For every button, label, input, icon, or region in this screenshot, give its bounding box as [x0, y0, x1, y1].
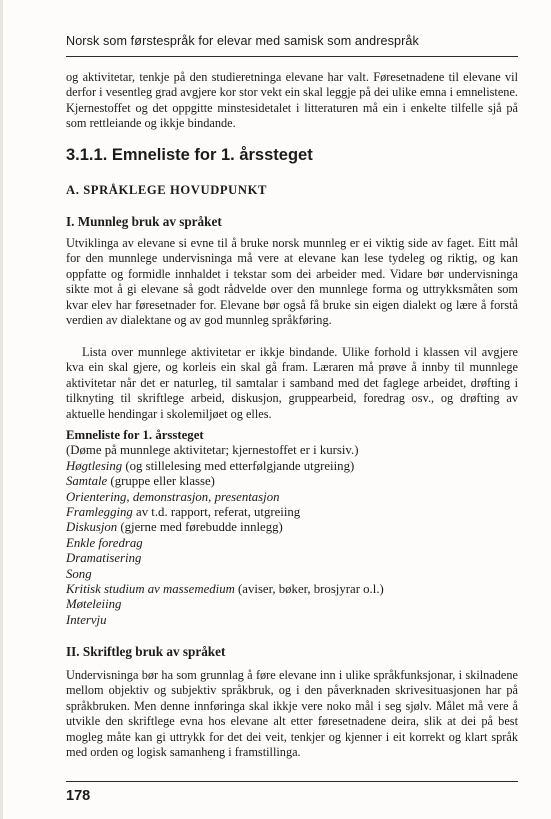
- topic-list-item-core: Samtale: [66, 474, 108, 489]
- intro-paragraph: og aktivitetar, tenkje på den studieretninga elevane har valt. Føresetnadene til elevane vil derfor i vesentleg grad avgjere kor stor vekt ein skal leggje på dei ulike emna i emnelistene. Kjernestoffet og det oppgitte minstesidetalet i litteraturen må ein i enkelte tilfelle sjå på som rettleiande og ikkje bindande.: [66, 70, 518, 131]
- topic-list: [66, 428, 518, 628]
- topic-list-item: [66, 536, 518, 551]
- topic-list-item: [66, 551, 518, 566]
- topic-list-note: (Døme på munnlege aktivitetar; kjernestoffet er i kursiv.): [66, 443, 359, 458]
- topic-list-item-detail: av t.d. rapport, referat, utgreiing: [132, 505, 301, 520]
- topic-list-item: [66, 597, 518, 612]
- topic-list-item: [66, 567, 518, 582]
- topic-list-item-core: Enkle foredrag: [66, 535, 143, 550]
- topic-list-item: [66, 613, 518, 628]
- topic-list-item-detail: (gjerne med førebudde innlegg): [117, 520, 283, 535]
- topic-list-item-core: Dramatisering: [66, 551, 142, 566]
- topic-list-item-detail: (aviser, bøker, brosjyrar o.l.): [234, 582, 384, 597]
- topic-list-item: [66, 582, 518, 597]
- topic-list-item: [66, 490, 518, 505]
- topic-list-item-core: Framlegging: [66, 505, 133, 520]
- topic-list-item: [66, 520, 518, 535]
- topic-list-item-core: Møteleiing: [66, 597, 122, 612]
- header-rule: [66, 56, 518, 57]
- topic-list-items: [66, 459, 518, 628]
- paragraph-oral-1: Utviklinga av elevane si evne til å bruke norsk munnleg er ei viktig side av faget. Eitt mål for den munnlege undervisninga må vere at elevane kan lese tydeleg og riktig, og kan oppfatte og formidle innhaldet i tekstar som dei arbeider med. Vidare bør undervisninga sikte mot å gi elevane så godt rådvelde over den munnlege forma og uttrykksmåten som kvar elev har føresetnader for. Elevane bør også få bruke sin eigen dialekt og lære å forstå verdien av dialektane og av god munnleg språkføring.: [66, 236, 518, 328]
- topic-list-item-core: Song: [66, 566, 92, 581]
- topic-list-item-core: Intervju: [66, 612, 107, 627]
- heading-written-language: II. Skriftleg bruk av språket: [66, 644, 226, 659]
- topic-list-item: [66, 459, 518, 474]
- topic-list-item-detail: (og stillelesing med etterfølgjande utgreiing): [122, 458, 355, 473]
- topic-list-item: [66, 505, 518, 520]
- topic-list-item-core: Diskusjon: [66, 520, 118, 535]
- section-title: 3.1.1. Emneliste for 1. årssteget: [66, 146, 313, 164]
- running-head: Norsk som førstespråk for elevar med samisk som andrespråk: [66, 34, 419, 48]
- paragraph-written: Undervisninga bør ha som grunnlag å føre elevane inn i ulike språkfunksjonar, i skilnadene mellom objektiv og subjektiv språkbruk, og i den påverknaden skrivesituasjonen har på språkbruken. Men denne innføringa skal ikkje vere noko mål i seg sjølv. Målet må vere å utvikle den skriftlege evna hos elevane alt etter føresetnadene deira, slik at dei på best mogleg måte kan gi uttrykk for det dei veit, tenkjer og kjenner i eit korrekt og klart språk med orden og logisk samanheng i framstillinga.: [66, 668, 518, 760]
- paragraph-oral-2: Lista over munnlege aktivitetar er ikkje bindande. Ulike forhold i klassen vil avgjere kva ein skal gjere, og korleis ein skal gå fram. Læraren må prøve å innby til munnlege aktivitetar når det er naturleg, til samtalar i samband med det faglege arbeidet, drøfting i tilknyting til skriftlege arbeid, diskusjon, gruppearbeid, foredrag osv., og drøfting av aktuelle hendingar i skolemiljøet og elles.: [66, 345, 518, 421]
- topic-list-item-core: Høgtlesing: [66, 458, 123, 473]
- topic-list-item-core: Kritisk studium av massemedium: [66, 582, 235, 597]
- heading-oral-language: I. Munnleg bruk av språket: [66, 214, 222, 229]
- topic-list-item-core: Orientering, demonstrasjon, presentasjon: [66, 489, 280, 504]
- subsection-heading: A. SPRÅKLEGE HOVUDPUNKT: [66, 183, 267, 197]
- topic-list-item: [66, 474, 518, 489]
- topic-list-item-detail: (gruppe eller klasse): [107, 474, 215, 489]
- topic-list-title: Emneliste for 1. årssteget: [66, 428, 204, 442]
- footer-rule: [66, 781, 518, 782]
- page-number: 178: [66, 788, 91, 804]
